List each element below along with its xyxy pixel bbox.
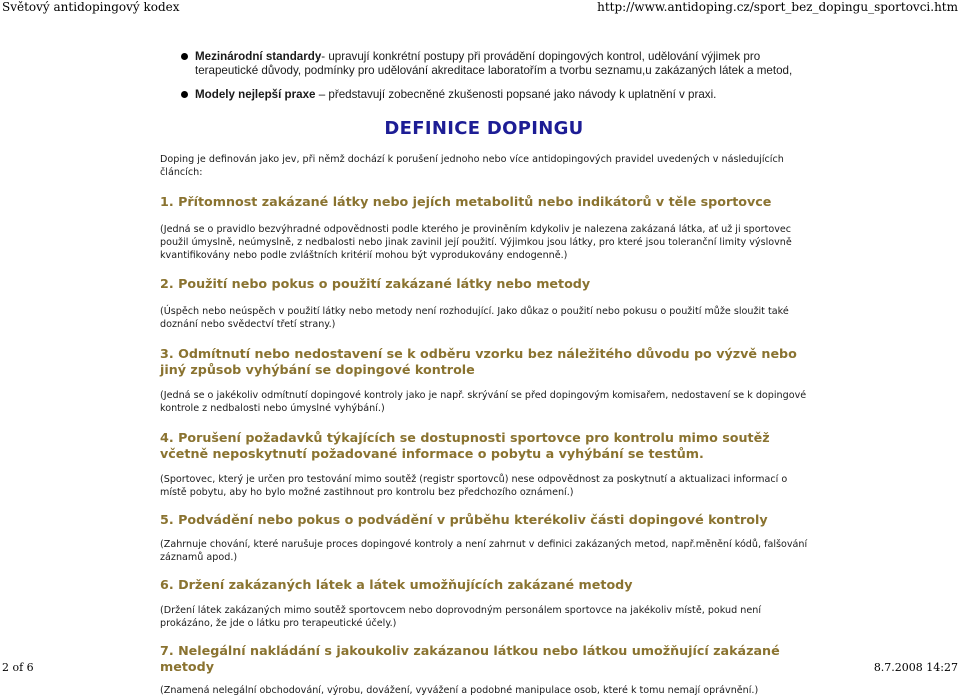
page-number: 2 of 6 (2, 661, 34, 674)
bullet-item-standards (160, 50, 808, 78)
violation-heading-3: 3. Odmítnutí nebo nedostavení se k odběru vzorku bez náležitého důvodu po výzvě nebo jiný způsob vyhýbání se dopingové kontrole (160, 346, 797, 377)
print-footer (0, 661, 960, 674)
violation-note-3: (Jedná se o jakékoliv odmítnutí dopingové kontroly jako je např. skrývání se před dopingovým komisařem, nedostavení se k dopingové kontrole z nedbalosti nebo úmyslné vyhýbání.) (160, 390, 807, 414)
violation-heading-1: 1. Přítomnost zakázané látky nebo jejích metabolitů nebo indikátorů v těle sportovce (160, 194, 772, 209)
violation-heading-5: 5. Podvádění nebo pokus o podvádění v průběhu kterékoliv části dopingové kontroly (160, 512, 768, 527)
header-page-title: Světový antidopingový kodex (2, 0, 180, 14)
violation-note-1: (Jedná se o pravidlo bezvýhradné odpovědnosti podle kterého je proviněním kdykoliv je nalezena zakázaná látka, ať už ji sportovec použil úmyslně, neúmyslně, z nedbalosti nebo jinak zavinil její použití. Výjimkou jsou látky, pro které jsou toleranční limity výslovně kvantifikovány nebo podle zvláštních kritérií mohou být vyprodukovány endogenně.) (160, 224, 792, 261)
violation-note-6: (Držení látek zakázaných mimo soutěž sportovcem nebo doprovodným personálem sportovce na jakékoliv místě, pokud není prokázáno, že jde o látku pro terapeutické účely.) (160, 605, 761, 629)
bullet-text: - upravují konkrétní postupy při provádění dopingových kontrol, udělování výjimek pro terapeutické důvody, podmínky pro udělování akreditace laboratořím a tvorbu seznamu,u zakázaných látek a metod, (195, 50, 793, 77)
bullet-term: Modely nejlepší praxe (195, 88, 316, 101)
bullet-text: – představují zobecněné zkušenosti popsané jako návody k uplatnění v praxi. (315, 88, 717, 101)
bullet-item-best-practice (160, 88, 808, 102)
violation-heading-4: 4. Porušení požadavků týkajících se dostupnosti sportovce pro kontrolu mimo soutěž včetně neposkytnutí požadované informace o pobytu a vyhýbání se testům. (160, 430, 770, 461)
violation-heading-7: 7. Nelegální nakládání s jakoukoliv zakázanou látkou nebo látkou umožňující zakázané metody (160, 643, 780, 674)
violation-note-7: (Znamená nelegální obchodování, výrobu, dovážení, vyvážení a podobné manipulace osob, které k tomu nemají oprávnění.) (160, 685, 759, 696)
violation-note-4: (Sportovec, který je určen pro testování mimo soutěž (registr sportovců) nese odpovědnost za poskytnutí a aktualizaci informací o místě pobytu, aby ho bylo možné zastihnout pro kontrolu bez předchozího oznámení.) (160, 474, 788, 498)
print-timestamp: 8.7.2008 14:27 (873, 661, 958, 674)
violation-heading-6: 6. Držení zakázaných látek a látek umožňujících zakázané metody (160, 577, 633, 592)
bullet-icon (181, 91, 188, 98)
header-url: http://www.antidoping.cz/sport_bez_dopingu_sportovci.htm (597, 0, 958, 14)
intro-paragraph: Doping je definován jako jev, při němž dochází k porušení jednoho nebo více antidopingových pravidel uvedených v následujících článcích: (160, 154, 784, 178)
violation-heading-2: 2. Použití nebo pokus o použití zakázané látky nebo metody (160, 276, 591, 291)
print-header (0, 0, 960, 14)
bullet-icon (181, 53, 188, 60)
violation-note-2: (Úspěch nebo neúspěch v použití látky nebo metody není rozhodující. Jako důkaz o použití nebo pokusu o použití může sloužit také doznání nebo svědectví třetí strany.) (160, 306, 789, 330)
violation-note-5: (Zahrnuje chování, které narušuje proces dopingové kontroly a není zahrnut v definici zakázaných metod, např.měnění kódů, falšování záznamů apod.) (160, 539, 808, 563)
bullet-term: Mezinárodní standardy (195, 50, 322, 63)
section-title: DEFINICE DOPINGU (384, 118, 584, 139)
document-body (160, 50, 808, 697)
